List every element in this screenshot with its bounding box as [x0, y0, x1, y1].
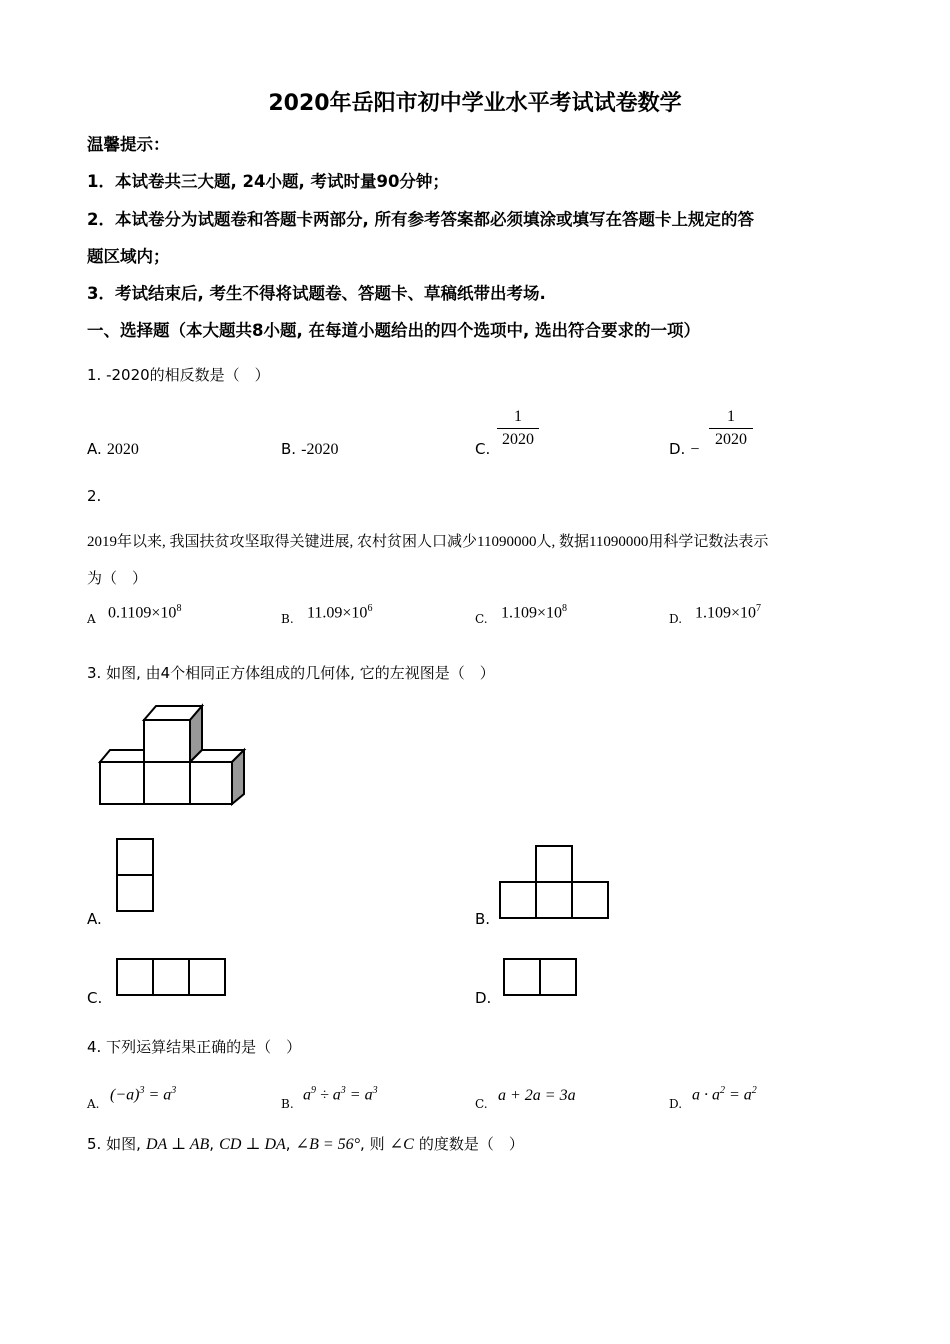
minus-sign: −: [690, 441, 700, 458]
tip-line-1: 1．本试卷共三大题, 24小题, 考试时量90分钟；: [87, 172, 449, 191]
q1-option-b: [281, 439, 338, 459]
q2-option-c-label: C.: [475, 612, 488, 626]
q4-stem: 4. 下列运算结果正确的是（ ）: [87, 1038, 302, 1056]
q2-number: 2.: [87, 487, 102, 505]
q4-option-b-label: B.: [281, 1097, 294, 1111]
q2-option-a-label: A: [87, 612, 96, 626]
q2-stem-line1: 2019年以来, 我国扶贫攻坚取得关键进展, 农村贫困人口减少11090000人, 数据11090000用科学记数法表示: [87, 534, 769, 550]
q2-option-b-label: B.: [281, 612, 294, 626]
numerator: 1: [709, 408, 753, 429]
q3-option-c-figure: [116, 958, 229, 998]
q2-option-d: $1.109\times 10^7$: [695, 603, 762, 622]
q4-option-c: a + 2a = 3a: [498, 1087, 576, 1104]
q3-option-a-label: A.: [87, 910, 102, 928]
q2-option-b: $11.09\times 10^6$: [307, 603, 373, 622]
q4-option-a-label: A.: [87, 1097, 100, 1111]
q1-option-d-fraction: [709, 408, 753, 449]
q4-option-d-label: D.: [669, 1097, 683, 1111]
tips-heading: 温馨提示：: [87, 135, 170, 154]
q4-option-a: $(-a)^3 = a^3$: [110, 1085, 177, 1104]
q2-stem-line2: 为（ ）: [87, 571, 148, 587]
denominator: 2020: [502, 431, 534, 448]
tip-line-2b: 题区域内；: [87, 247, 170, 266]
q3-option-c-label: C.: [87, 989, 103, 1007]
numerator: 1: [497, 408, 539, 429]
q4-option-c-label: C.: [475, 1097, 488, 1111]
option-value: -2020: [301, 441, 339, 458]
cube-figure: [90, 700, 255, 810]
tip-line-3: 3．考试结束后, 考生不得将试题卷、答题卡、草稿纸带出考场.: [87, 284, 546, 303]
section-heading: 一、选择题（本大题共8小题, 在每道小题给出的四个选项中, 选出符合要求的一项）: [87, 321, 701, 340]
q2-option-a: $0.1109\times 10^8$: [108, 603, 182, 622]
q1-option-a: [87, 439, 139, 459]
q3-option-b-figure: [499, 845, 611, 921]
denominator: 2020: [715, 431, 747, 448]
tip-line-2a: 2．本试卷分为试题卷和答题卡两部分, 所有参考答案都必须填涂或填写在答题卡上规定的答: [87, 210, 754, 229]
q1-option-d-label: D. −: [669, 440, 700, 458]
page-title: 2020年岳阳市初中学业水平考试试卷数学: [268, 91, 682, 116]
q2-option-c: $1.109\times 10^8$: [501, 603, 568, 622]
q5-stem: 5. 如图, DA ⊥ AB, CD ⊥ DA, ∠B = 56°, 则 ∠C 的度数是（ ）: [87, 1135, 524, 1153]
q3-option-a-figure: [116, 838, 156, 914]
q3-stem: 3. 如图, 由4个相同正方体组成的几何体, 它的左视图是（ ）: [87, 664, 495, 682]
q3-option-b-label: B.: [475, 910, 491, 928]
q3-option-d-figure: [503, 958, 579, 998]
q1-option-c-label: C.: [475, 440, 491, 458]
option-label: A.: [87, 440, 102, 458]
q4-option-b: $a^9 \div a^3 = a^3$: [303, 1085, 378, 1104]
q2-option-d-label: D.: [669, 612, 683, 626]
option-value: 2020: [106, 441, 139, 458]
q1-stem: 1. -2020的相反数是（ ）: [87, 366, 270, 384]
q4-option-d: $a \cdot a^2 = a^2$: [692, 1085, 757, 1104]
q3-option-d-label: D.: [475, 989, 492, 1007]
option-label: B.: [281, 440, 297, 458]
q1-option-c-fraction: [497, 408, 539, 449]
